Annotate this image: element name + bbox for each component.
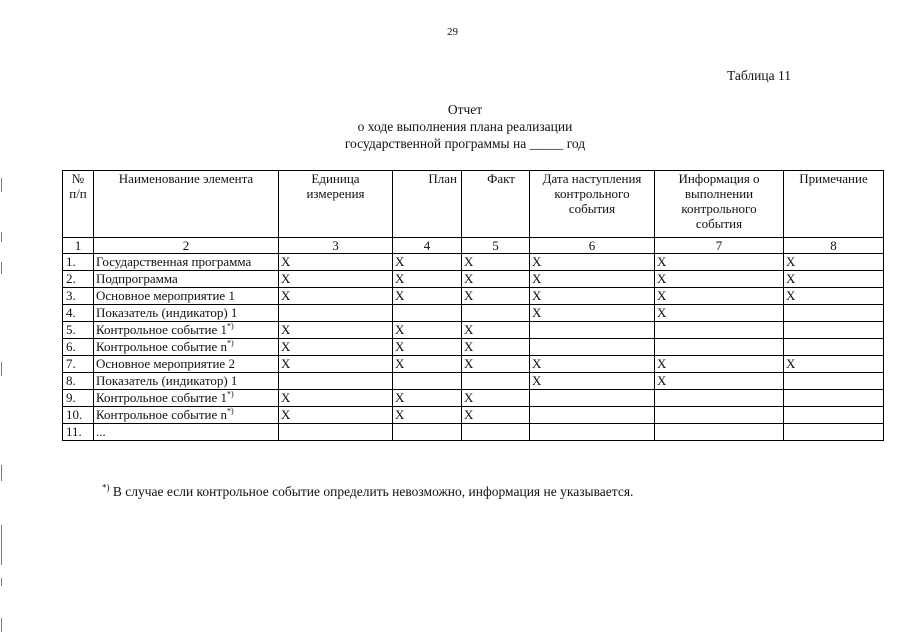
mark-cell: X xyxy=(462,271,530,288)
mark-cell: X xyxy=(393,288,462,305)
footnote-reference: *) xyxy=(226,321,234,331)
table-row xyxy=(63,390,884,407)
element-name-cell xyxy=(94,305,279,322)
scan-artifact xyxy=(1,465,2,481)
mark-cell: X xyxy=(393,322,462,339)
mark-cell: X xyxy=(462,407,530,424)
mark-cell: X xyxy=(530,254,655,271)
mark-cell: X xyxy=(462,356,530,373)
row-number-cell: 4. xyxy=(63,305,94,322)
mark-cell xyxy=(393,305,462,322)
element-name-cell xyxy=(94,254,279,271)
mark-cell: X xyxy=(279,271,393,288)
mark-cell: X xyxy=(393,390,462,407)
row-number-cell: 9. xyxy=(63,390,94,407)
element-name-cell xyxy=(94,322,279,339)
mark-cell xyxy=(655,339,784,356)
mark-cell: X xyxy=(279,390,393,407)
mark-cell: X xyxy=(530,288,655,305)
row-number-cell: 3. xyxy=(63,288,94,305)
report-title xyxy=(0,101,905,152)
scan-artifact xyxy=(1,578,2,586)
element-name-cell xyxy=(94,424,279,441)
mark-cell: X xyxy=(279,356,393,373)
mark-cell: X xyxy=(393,339,462,356)
element-name: ... xyxy=(96,424,106,439)
row-number-cell: 6. xyxy=(63,339,94,356)
title-line-1: Отчет xyxy=(447,102,483,117)
table-row xyxy=(63,424,884,441)
mark-cell xyxy=(655,424,784,441)
mark-cell: X xyxy=(462,288,530,305)
row-number-cell: 7. xyxy=(63,356,94,373)
row-number-cell: 1. xyxy=(63,254,94,271)
mark-cell: X xyxy=(393,271,462,288)
table-row xyxy=(63,305,884,322)
scan-artifact xyxy=(1,618,2,632)
element-name: Показатель (индикатор) 1 xyxy=(96,305,238,320)
mark-cell xyxy=(784,390,884,407)
footnote-reference: *) xyxy=(226,389,234,399)
mark-cell: X xyxy=(462,390,530,407)
report-table xyxy=(62,170,884,441)
table-row xyxy=(63,356,884,373)
element-name: Основное мероприятие 1 xyxy=(96,288,235,303)
table-label: Таблица 11 xyxy=(727,68,791,83)
element-name: Подпрограмма xyxy=(96,271,178,286)
mark-cell: X xyxy=(784,254,884,271)
header-cell: План xyxy=(393,171,462,238)
report-table-body xyxy=(63,254,884,441)
scan-artifact xyxy=(1,178,2,192)
mark-cell xyxy=(655,390,784,407)
row-number-cell: 8. xyxy=(63,373,94,390)
column-number-cell: 1 xyxy=(63,238,94,254)
scan-artifact xyxy=(1,262,2,274)
element-name-cell xyxy=(94,407,279,424)
footnote-reference: *) xyxy=(226,338,234,348)
footnote xyxy=(102,484,633,500)
column-number-cell: 2 xyxy=(94,238,279,254)
table-row xyxy=(63,288,884,305)
element-name-cell xyxy=(94,373,279,390)
mark-cell xyxy=(530,424,655,441)
mark-cell: X xyxy=(279,254,393,271)
mark-cell: X xyxy=(530,305,655,322)
row-number-cell: 5. xyxy=(63,322,94,339)
page-number: 29 xyxy=(447,26,458,38)
row-number-cell: 2. xyxy=(63,271,94,288)
mark-cell: X xyxy=(279,339,393,356)
mark-cell xyxy=(784,373,884,390)
mark-cell: X xyxy=(530,271,655,288)
title-line-3: государственной программы на _____ год xyxy=(344,136,586,151)
title-line-2: о ходе выполнения плана реализации xyxy=(357,119,573,134)
element-name: Государственная программа xyxy=(96,254,252,269)
mark-cell: X xyxy=(462,339,530,356)
mark-cell xyxy=(462,424,530,441)
mark-cell: X xyxy=(462,254,530,271)
mark-cell xyxy=(530,407,655,424)
mark-cell xyxy=(655,407,784,424)
mark-cell: X xyxy=(393,407,462,424)
mark-cell: X xyxy=(784,271,884,288)
table-row xyxy=(63,339,884,356)
mark-cell: X xyxy=(393,356,462,373)
mark-cell xyxy=(784,424,884,441)
element-name-cell xyxy=(94,356,279,373)
column-number-cell: 5 xyxy=(462,238,530,254)
table-row xyxy=(63,271,884,288)
mark-cell: X xyxy=(655,288,784,305)
column-number-row xyxy=(63,238,884,254)
footnote-marker: *) xyxy=(102,482,110,493)
table-row xyxy=(63,322,884,339)
header-row xyxy=(63,171,884,238)
mark-cell: X xyxy=(655,271,784,288)
mark-cell xyxy=(393,373,462,390)
mark-cell xyxy=(279,373,393,390)
mark-cell: X xyxy=(530,356,655,373)
mark-cell xyxy=(784,322,884,339)
element-name: Контрольное событие 1 xyxy=(96,322,227,337)
element-name: Контрольное событие n xyxy=(96,407,227,422)
row-number-cell: 10. xyxy=(63,407,94,424)
mark-cell xyxy=(784,339,884,356)
mark-cell: X xyxy=(462,322,530,339)
table-row xyxy=(63,407,884,424)
element-name-cell xyxy=(94,390,279,407)
header-cell: Информация о выполнении контрольного события xyxy=(655,171,784,238)
mark-cell: X xyxy=(655,373,784,390)
mark-cell xyxy=(530,322,655,339)
mark-cell xyxy=(462,373,530,390)
mark-cell: X xyxy=(279,322,393,339)
element-name-cell xyxy=(94,271,279,288)
scan-artifact xyxy=(1,362,2,376)
scan-artifact xyxy=(1,232,2,242)
element-name: Основное мероприятие 2 xyxy=(96,356,235,371)
mark-cell: X xyxy=(655,305,784,322)
mark-cell xyxy=(279,305,393,322)
mark-cell xyxy=(784,305,884,322)
row-number-cell: 11. xyxy=(63,424,94,441)
header-cell: Единица измерения xyxy=(279,171,393,238)
column-number-cell: 4 xyxy=(393,238,462,254)
mark-cell: X xyxy=(655,254,784,271)
scan-artifact xyxy=(1,525,2,565)
header-cell: Наименование элемента xyxy=(94,171,279,238)
column-number-cell: 3 xyxy=(279,238,393,254)
mark-cell xyxy=(279,424,393,441)
mark-cell: X xyxy=(279,407,393,424)
header-cell: Дата наступления контрольного события xyxy=(530,171,655,238)
footnote-text: В случае если контрольное событие определить невозможно, информация не указывается. xyxy=(109,484,634,499)
mark-cell: X xyxy=(655,356,784,373)
mark-cell: X xyxy=(393,254,462,271)
element-name-cell xyxy=(94,288,279,305)
element-name: Показатель (индикатор) 1 xyxy=(96,373,238,388)
header-cell: Примечание xyxy=(784,171,884,238)
mark-cell xyxy=(393,424,462,441)
element-name: Контрольное событие 1 xyxy=(96,390,227,405)
header-cell: № п/п xyxy=(63,171,94,238)
column-number-cell: 8 xyxy=(784,238,884,254)
mark-cell xyxy=(655,322,784,339)
mark-cell: X xyxy=(784,288,884,305)
element-name-cell xyxy=(94,339,279,356)
column-number-cell: 6 xyxy=(530,238,655,254)
mark-cell xyxy=(530,339,655,356)
element-name: Контрольное событие n xyxy=(96,339,227,354)
table-row xyxy=(63,254,884,271)
header-cell: Факт xyxy=(462,171,530,238)
footnote-reference: *) xyxy=(226,406,234,416)
column-number-cell: 7 xyxy=(655,238,784,254)
mark-cell: X xyxy=(279,288,393,305)
mark-cell xyxy=(530,390,655,407)
mark-cell: X xyxy=(530,373,655,390)
mark-cell xyxy=(784,407,884,424)
mark-cell: X xyxy=(784,356,884,373)
mark-cell xyxy=(462,305,530,322)
table-row xyxy=(63,373,884,390)
